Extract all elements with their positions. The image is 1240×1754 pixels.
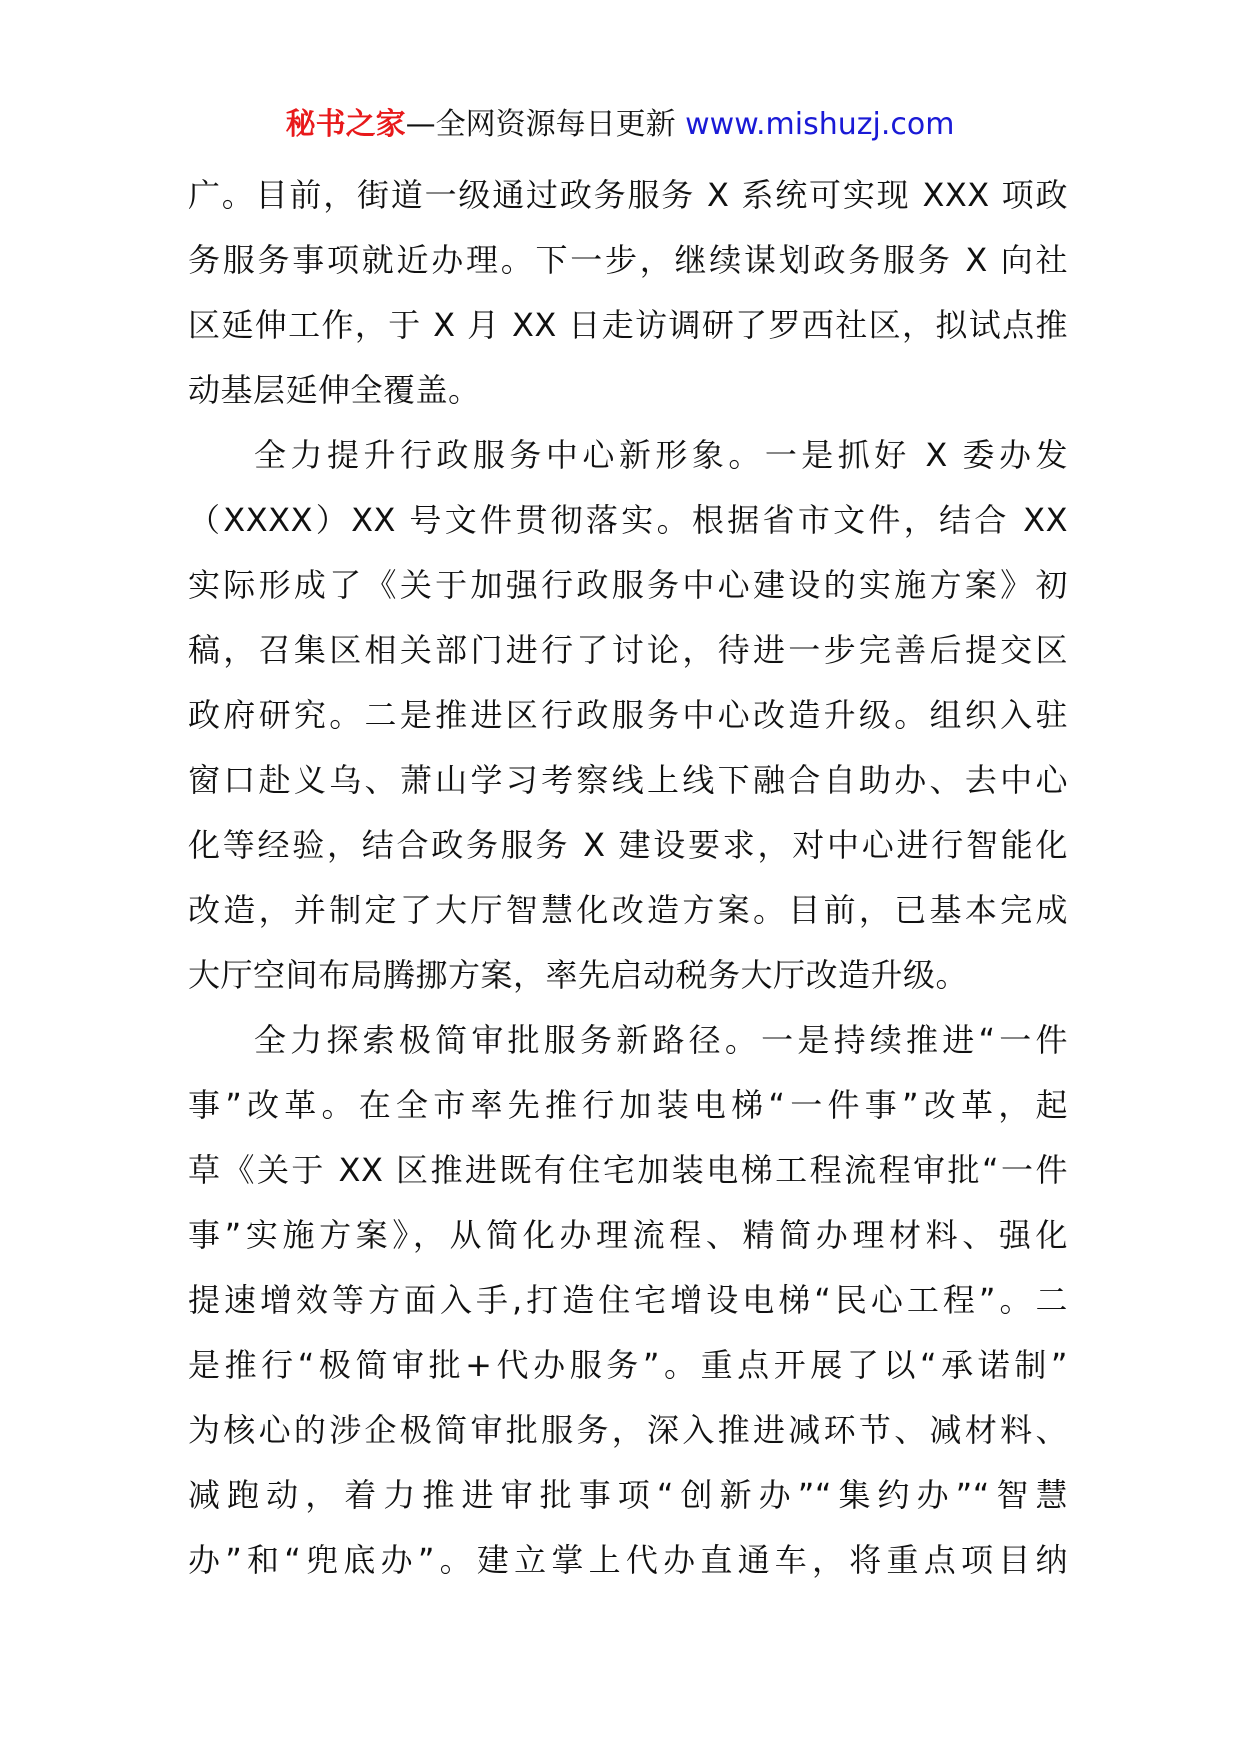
- paragraph-heading-line: 全力提升行政服务中心新形象。一是抓好 X 委办发: [254, 436, 1068, 474]
- text-line: 减跑动，着力推进审批事项“创新办”“集约办”“智慧: [188, 1476, 1068, 1514]
- text-line: 区延伸工作，于 X 月 XX 日走访调研了罗西社区，拟试点推: [188, 306, 1068, 344]
- document-body: [188, 163, 1068, 1593]
- text-line: 务服务事项就近办理。下一步，继续谋划政务服务 X 向社: [188, 241, 1068, 279]
- text-line: 办”和“兜底办”。建立掌上代办直通车，将重点项目纳: [188, 1541, 1068, 1579]
- text-line: 事”改革。在全市率先推行加装电梯“一件事”改革，起: [188, 1086, 1068, 1124]
- text-line: 是推行“极简审批+代办服务”。重点开展了以“承诺制”: [188, 1346, 1068, 1384]
- page-header: [0, 98, 1240, 152]
- text-line: 草《关于 XX 区推进既有住宅加装电梯工程流程审批“一件: [188, 1151, 1068, 1189]
- text-line: 实际形成了《关于加强行政服务中心建设的实施方案》初: [188, 566, 1068, 604]
- header-tagline: —全网资源每日更新: [405, 107, 676, 142]
- text-line: 改造，并制定了大厅智慧化改造方案。目前，已基本完成: [188, 891, 1068, 929]
- text-line: （XXXX）XX 号文件贯彻落实。根据省市文件，结合 XX: [188, 501, 1068, 539]
- paragraph-heading-line: 全力探索极简审批服务新路径。一是持续推进“一件: [254, 1021, 1068, 1059]
- text-line: 稿，召集区相关部门进行了讨论，待进一步完善后提交区: [188, 631, 1068, 669]
- text-line: 化等经验，结合政务服务 X 建设要求，对中心进行智能化: [188, 826, 1068, 864]
- text-line: 事”实施方案》，从简化办理流程、精简办理材料、强化: [188, 1216, 1068, 1254]
- text-line: 为核心的涉企极简审批服务，深入推进减环节、减材料、: [188, 1411, 1068, 1449]
- text-line: 政府研究。二是推进区行政服务中心改造升级。组织入驻: [188, 696, 1068, 734]
- site-url-link[interactable]: www.mishuzj.com: [685, 107, 955, 142]
- text-line: 窗口赴义乌、萧山学习考察线上线下融合自助办、去中心: [188, 761, 1068, 799]
- text-line: 广。目前，街道一级通过政务服务 X 系统可实现 XXX 项政: [188, 176, 1068, 214]
- brand-name: 秘书之家: [285, 107, 406, 142]
- text-line: 大厅空间布局腾挪方案，率先启动税务大厅改造升级。: [188, 956, 969, 994]
- text-line: 提速增效等方面入手,打造住宅增设电梯“民心工程”。二: [188, 1281, 1068, 1319]
- text-line: 动基层延伸全覆盖。: [188, 371, 481, 409]
